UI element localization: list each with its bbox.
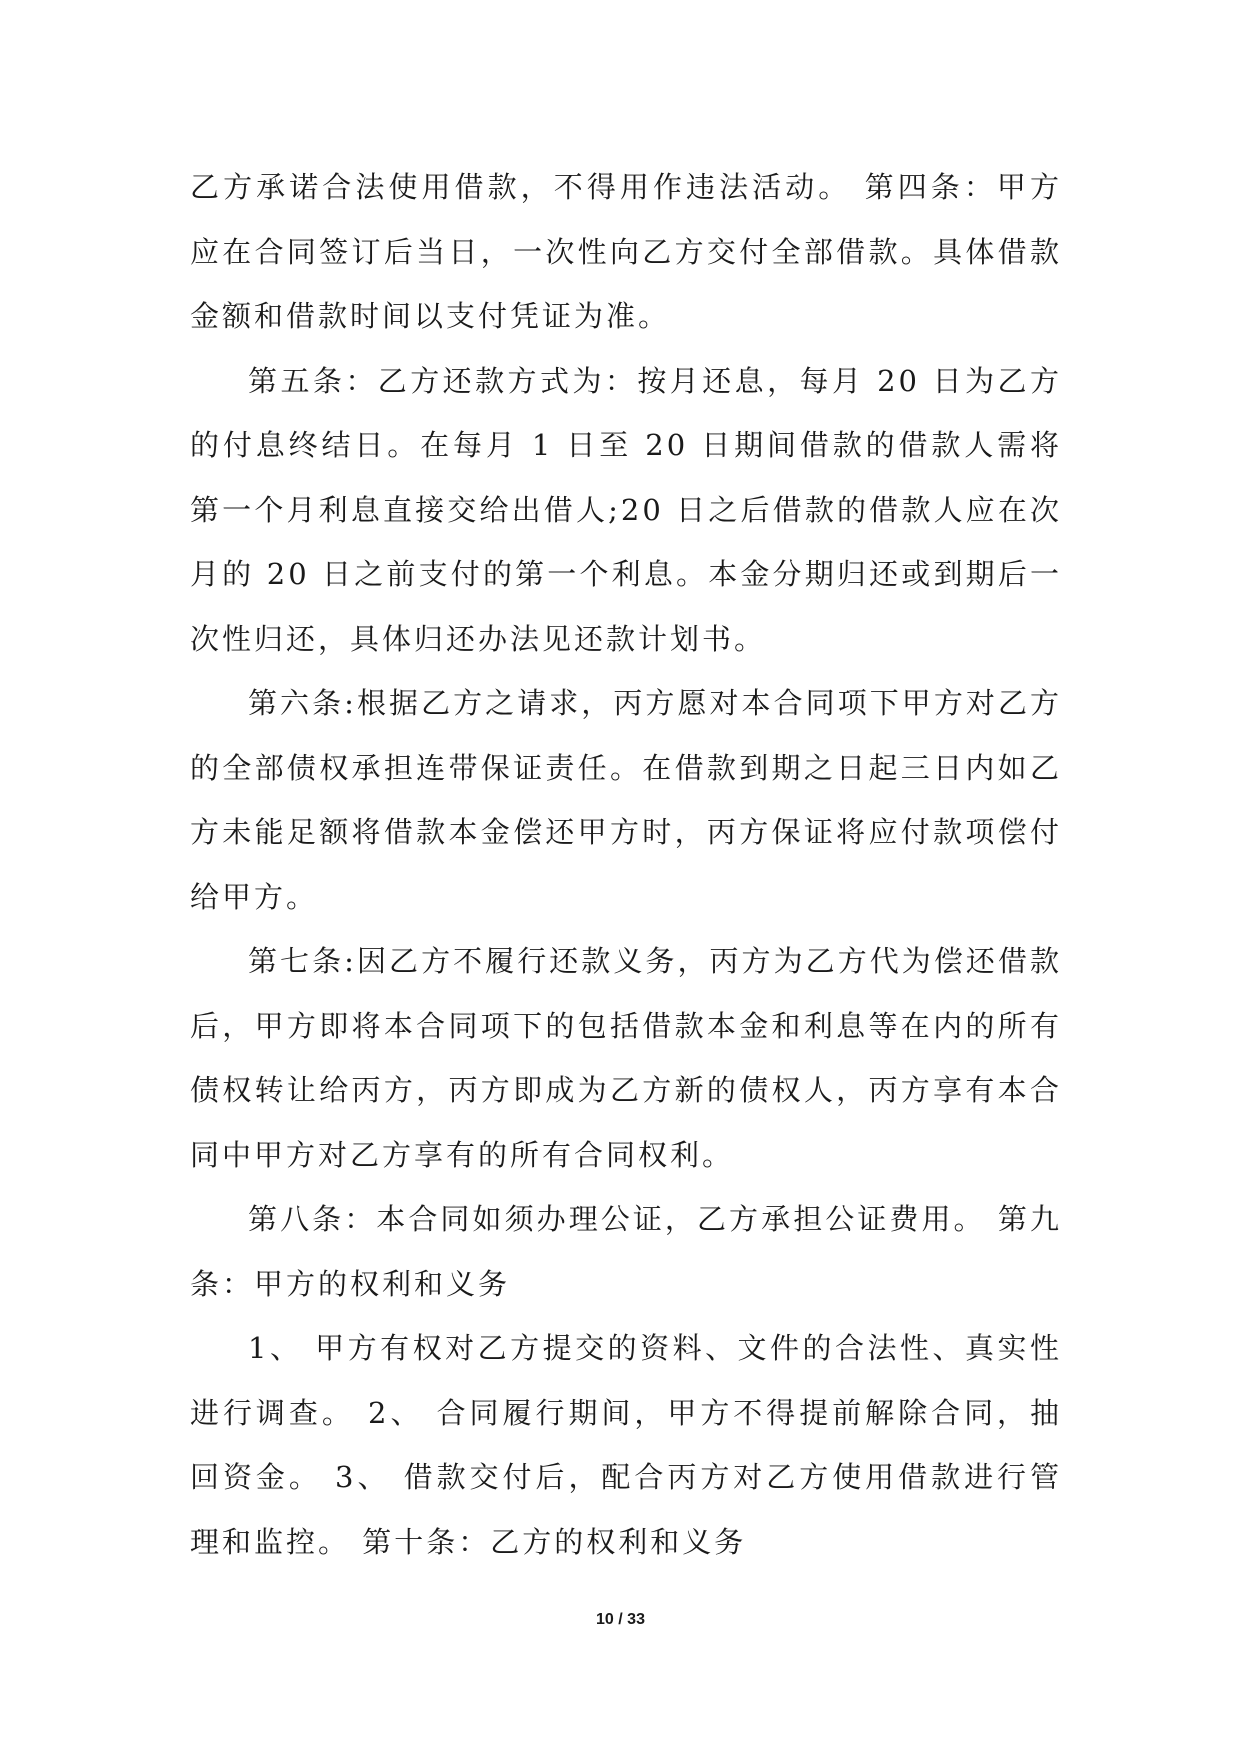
paragraph-article-7: 第七条:因乙方不履行还款义务，丙方为乙方代为偿还借款后，甲方即将本合同项下的包括借款本金和利息等在内的所有债权转让给丙方，丙方即成为乙方新的债权人，丙方享有本合同中甲方对乙方享有的所有合同权利。 [190,944,1062,1172]
paragraph-article-8-9: 第八条：本合同如须办理公证，乙方承担公证费用。 第九条：甲方的权利和义务 [190,1202,1062,1301]
paragraph-article-6: 第六条:根据乙方之请求，丙方愿对本合同项下甲方对乙方的全部债权承担连带保证责任。在借款到期之日起三日内如乙方未能足额将借款本金偿还甲方时，丙方保证将应付款项偿付给甲方。 [190,686,1062,914]
paragraph-party-a-rights-list: 1、 甲方有权对乙方提交的资料、文件的合法性、真实性进行调查。 2、 合同履行期间，甲方不得提前解除合同，抽回资金。 3、 借款交付后，配合丙方对乙方使用借款进行管理和监控。 第十条：乙方的权利和义务 [190,1331,1062,1559]
paragraph-1: 乙方承诺合法使用借款，不得用作违法活动。 第四条：甲方应在合同签订后当日，一次性向乙方交付全部借款。具体借款金额和借款时间以支付凭证为准。 [190,170,1062,333]
document-body [190,155,1062,1574]
paragraph-article-5: 第五条：乙方还款方式为：按月还息，每月 20 日为乙方的付息终结日。在每月 1 日至 20 日期间借款的借款人需将第一个月利息直接交给出借人;20 日之后借款的借款人应在次月的 20 日之前支付的第一个利息。本金分期归还或到期后一次性归还，具体归还办法见还款计划书。 [190,363,1062,656]
page-number: 10 / 33 [596,1611,645,1628]
